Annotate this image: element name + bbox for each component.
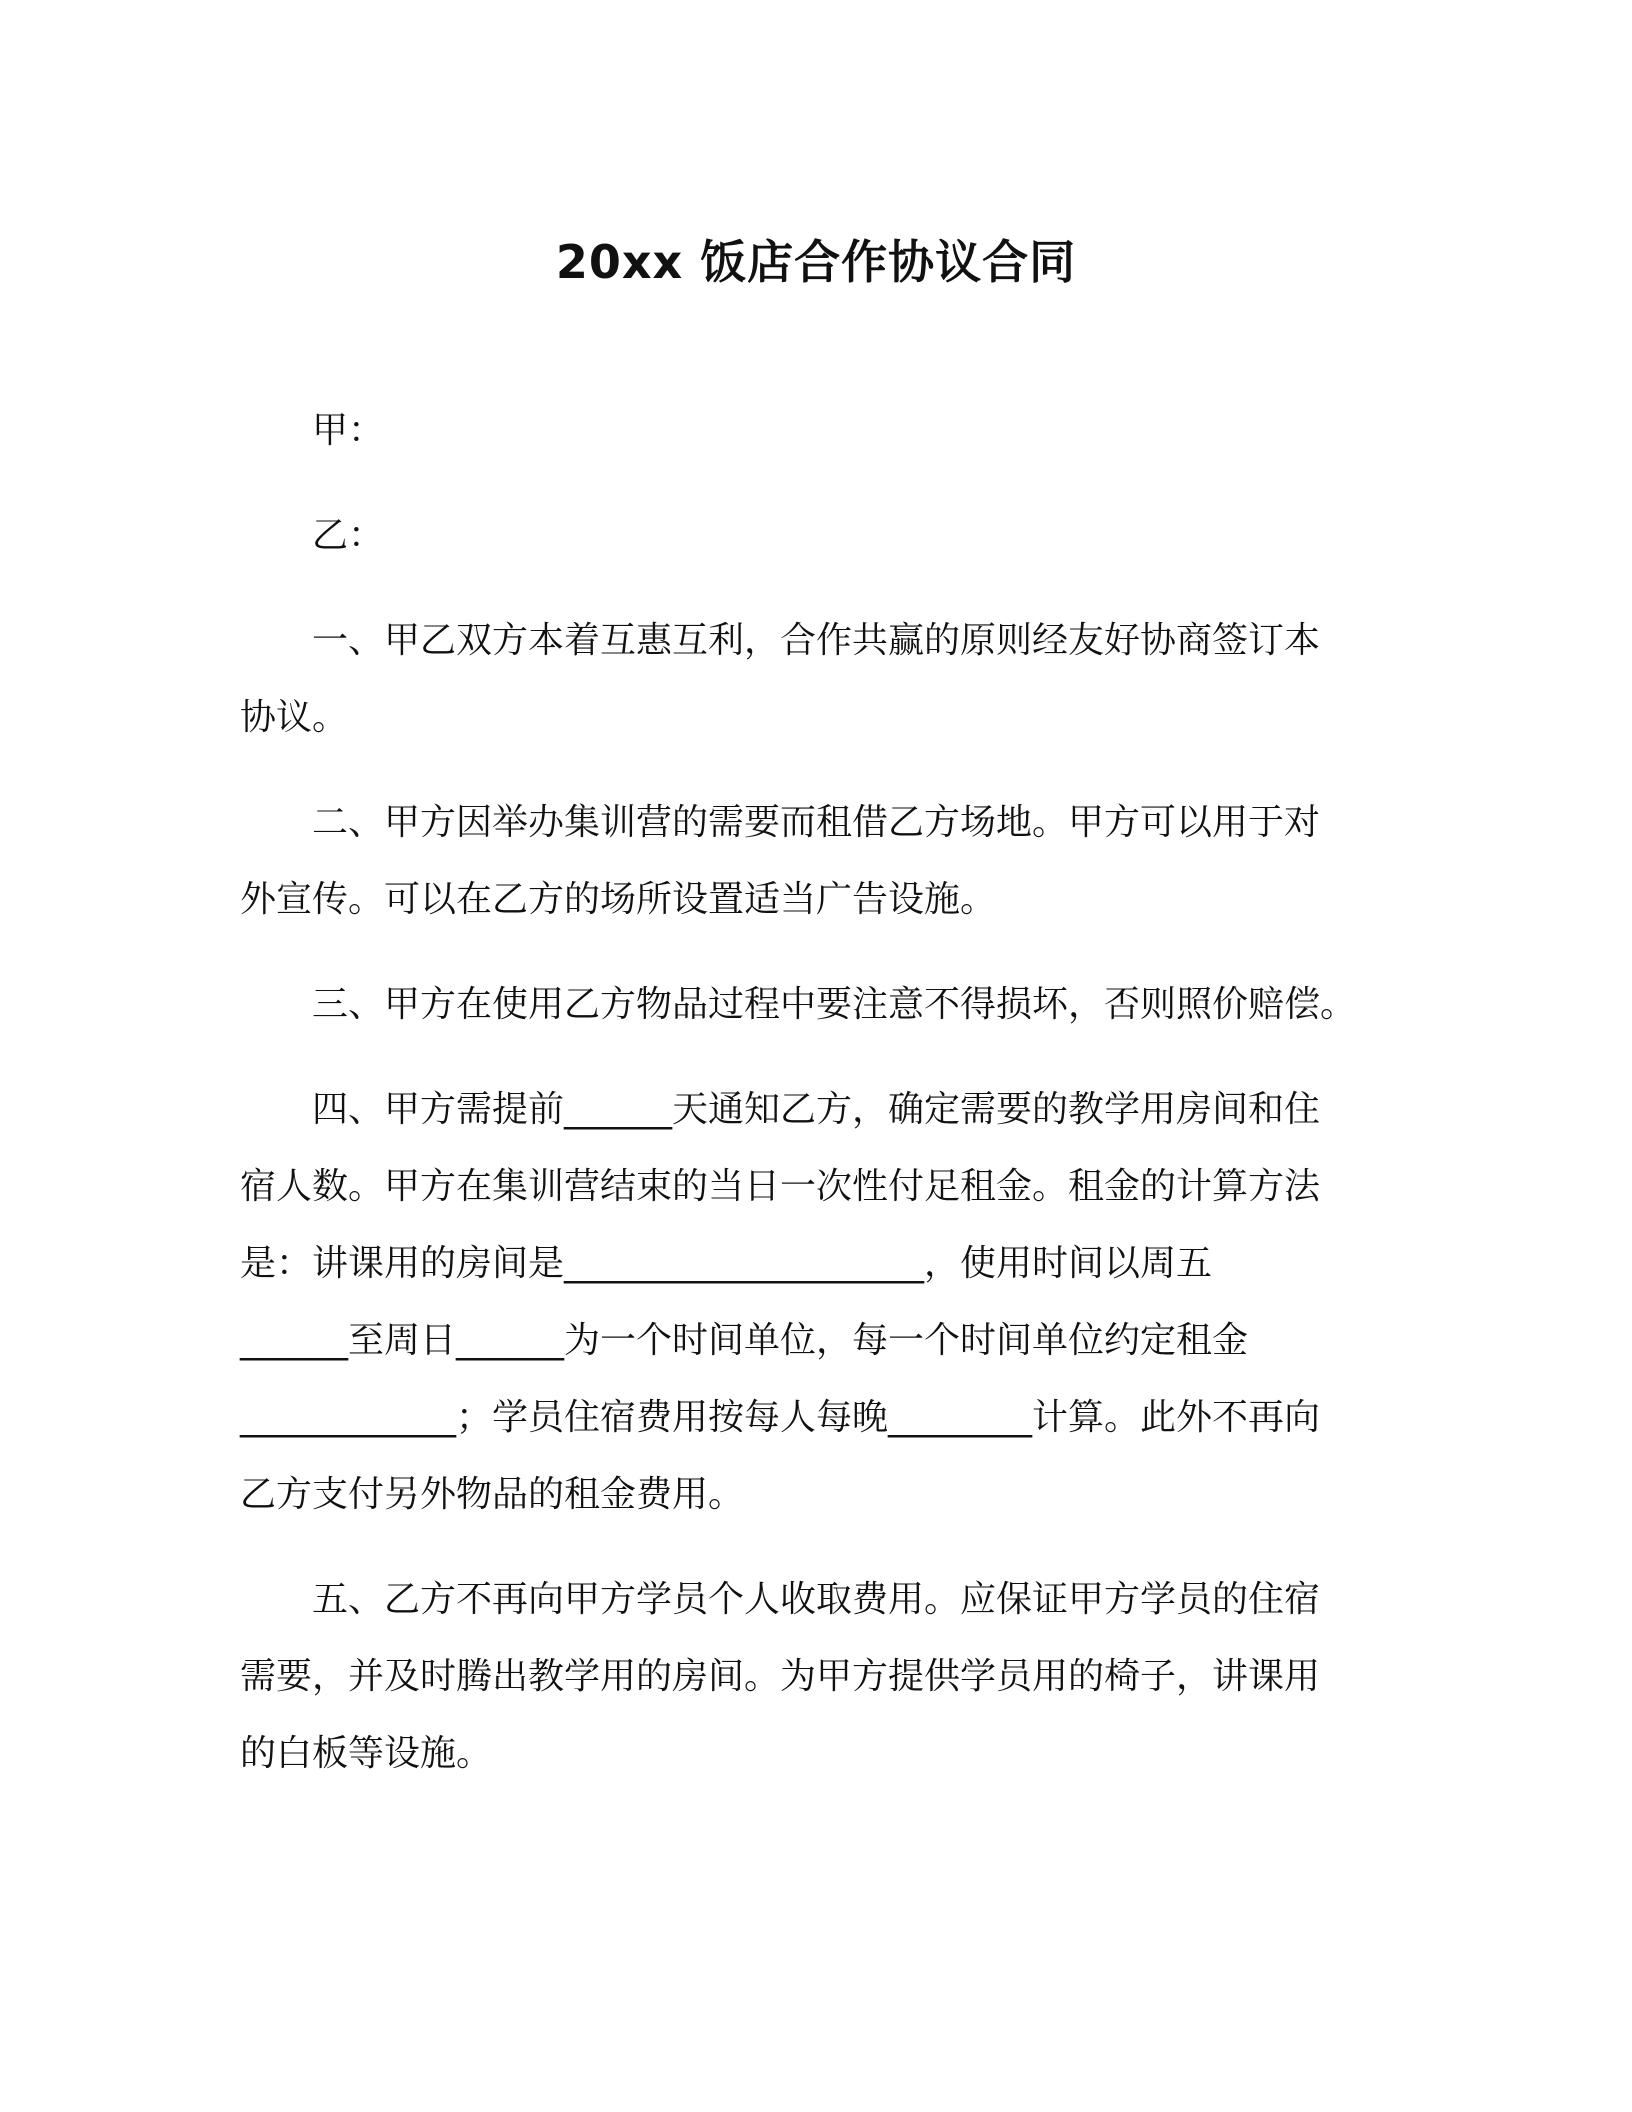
- clause-line: 四、甲方需提前______天通知乙方，确定需要的教学用房间和住: [312, 1089, 1321, 1130]
- clause-line: 三、甲方在使用乙方物品过程中要注意不得损坏，否则照价赔偿。: [312, 984, 1357, 1025]
- clause-5: [240, 1561, 1392, 1792]
- clause-4: [240, 1071, 1392, 1533]
- clause-1: [240, 602, 1392, 756]
- document-body: [240, 392, 1392, 1820]
- clause-line: ____________；学员住宿费用按每人每晚________计算。此外不再向: [240, 1397, 1321, 1438]
- clause-line: 的白板等设施。: [240, 1733, 493, 1774]
- clause-line: 宿人数。甲方在集训营结束的当日一次性付足租金。租金的计算方法: [240, 1166, 1321, 1207]
- clause-line: 一、甲乙双方本着互惠互利，合作共赢的原则经友好协商签订本: [312, 620, 1321, 661]
- clause-line: 五、乙方不再向甲方学员个人收取费用。应保证甲方学员的住宿: [312, 1579, 1321, 1620]
- clause-line: 二、甲方因举办集训营的需要而租借乙方场地。甲方可以用于对: [312, 802, 1321, 843]
- document-title: 20xx 饭店合作协议合同: [555, 235, 1077, 289]
- clause-line: 乙方支付另外物品的租金费用。: [240, 1474, 745, 1515]
- clause-3: [240, 966, 1392, 1043]
- clause-line: 需要，并及时腾出教学用的房间。为甲方提供学员用的椅子，讲课用: [240, 1656, 1321, 1697]
- clause-line: 外宣传。可以在乙方的场所设置适当广告设施。: [240, 879, 997, 920]
- clause-line: 是：讲课用的房间是____________________，使用时间以周五: [240, 1243, 1213, 1284]
- party-a-label: 甲：: [312, 410, 385, 451]
- clause-2: [240, 784, 1392, 938]
- clause-line: 协议。: [240, 697, 349, 738]
- party-b-label: 乙：: [312, 515, 385, 556]
- clause-line: ______至周日______为一个时间单位，每一个时间单位约定租金: [240, 1320, 1249, 1361]
